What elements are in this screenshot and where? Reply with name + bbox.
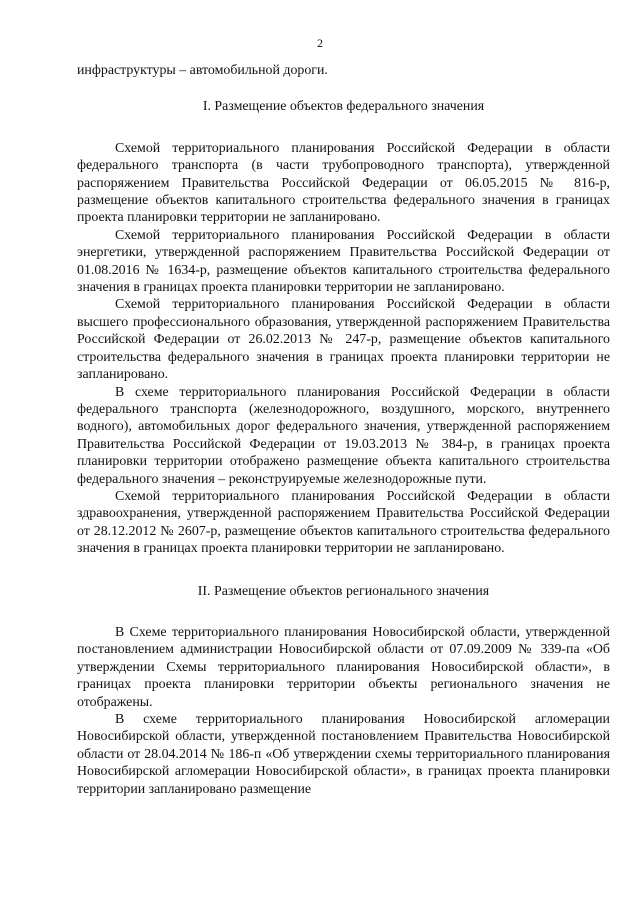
section-1-paragraph-2: Схемой территориального планирования Российской Федерации в области энергетики, утвержденной распоряжением Правительства Российской Федерации от 01.08.2016 № 1634-р, размещение объектов капитального строительства федерального значения в границах проекта планировки территории не запланировано. [77,227,610,296]
section-1-paragraph-5: Схемой территориального планирования Российской Федерации в области здравоохранения, утвержденной распоряжением Правительства Российской Федерации от 28.12.2012 № 2607-р, размещение объектов капитального строительства федерального значения в границах проекта планировки территории не запланировано. [77,488,610,557]
spacer [77,558,610,583]
spacer [77,79,610,98]
spacer [77,600,610,624]
section-2-paragraph-2: В схеме территориального планирования Новосибирской агломерации Новосибирской области, утвержденной постановлением Правительства Новосибирской области от 28.04.2014 № 186-п «Об утверждении схемы территориального планирования Новосибирской агломерации Новосибирской области», в границах проекта планировки территории запланировано размещение [77,712,610,797]
section-1-paragraph-4: В схеме территориального планирования Российской Федерации в области федерального транспорта (железнодорожного, воздушного, морского, внутреннего водного), автомобильных дорог федерального значения, утвержденной распоряжением Правительства Российской Федерации от 19.03.2013 № 384-р, в границах проекта планировки территории отображено размещение объекта капитального строительства федерального значения – реконструируемые железнодорожные пути. [77,384,610,487]
document-body [77,62,610,798]
spacer [77,116,610,140]
section-2-heading: II. Размещение объектов регионального значения [197,583,490,599]
section-2-paragraph-1: В Схеме территориального планирования Новосибирской области, утвержденной постановлением администрации Новосибирской области от 07.09.2009 № 339-па «Об утверждении Схемы территориального планирования Новосибирской области», в границах проекта планировки территории объекты регионального значения не отображены. [77,624,610,710]
intro-line: инфраструктуры – автомобильной дороги. [77,63,328,78]
page-number: 2 [317,36,323,50]
section-1-paragraph-1: Схемой территориального планирования Российской Федерации в области федерального транспорта (в части трубопроводного транспорта), утвержденной распоряжением Правительства Российской Федерации от 06.05.2015 № 816-р, размещение объектов капитального строительства федерального значения в границах проекта планировки территории не запланировано. [77,140,610,226]
section-1-heading: I. Размещение объектов федерального значения [202,99,485,115]
section-1-paragraph-3: Схемой территориального планирования Российской Федерации в области высшего профессионального образования, утвержденной распоряжением Правительства Российской Федерации от 26.02.2013 № 247-р, размещение объектов капитального строительства федерального значения в границах проекта планировки территории не запланировано. [77,297,610,383]
